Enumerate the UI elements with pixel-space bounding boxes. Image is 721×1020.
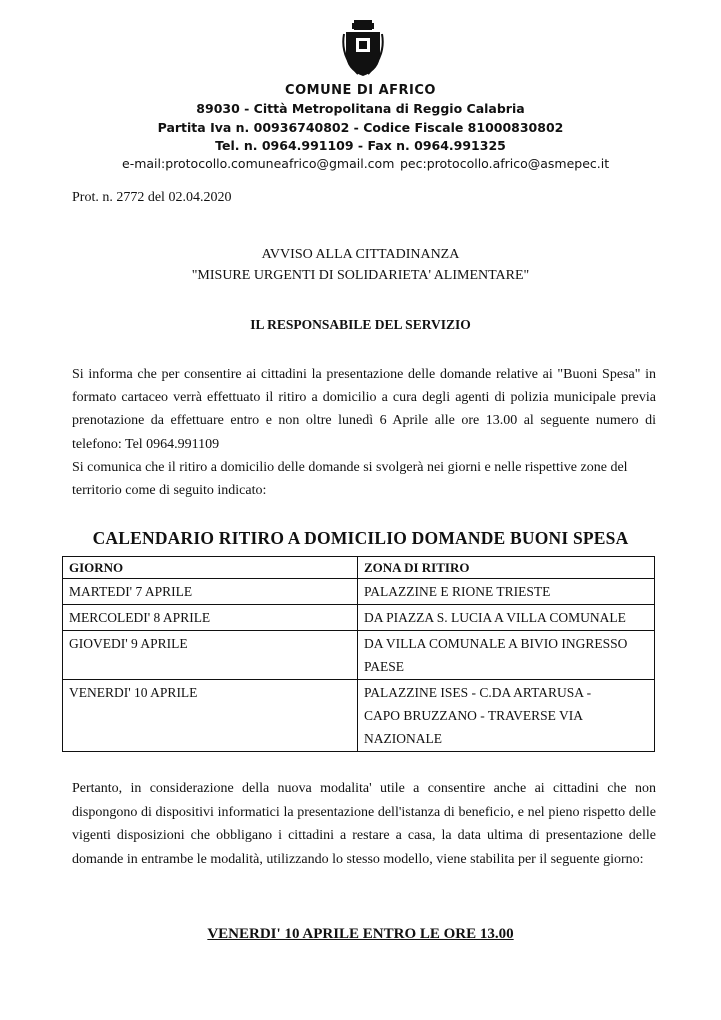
notice-subtitle: "MISURE URGENTI DI SOLIDARIETA' ALIMENTARE": [191, 268, 530, 283]
zone-cell: DA PIAZZA S. LUCIA A VILLA COMUNALE: [358, 605, 655, 631]
day-cell: MERCOLEDI' 8 APRILE: [63, 605, 358, 631]
zone-cell: PALAZZINE ISES - C.DA ARTARUSA - CAPO BRUZZANO - TRAVERSE VIA NAZIONALE: [358, 680, 655, 752]
intro-text: [72, 363, 656, 502]
table-row: [63, 680, 655, 752]
deadline-notice: VENERDI' 10 APRILE ENTRO LE ORE 13.00: [207, 926, 514, 942]
day-cell: VENERDI' 10 APRILE: [63, 680, 358, 752]
column-header-zone: ZONA DI RITIRO: [358, 557, 655, 579]
pec-link[interactable]: pec:protocollo.africo@asmepec.it: [400, 156, 610, 171]
responsible-heading: IL RESPONSABILE DEL SERVIZIO: [250, 317, 471, 332]
table-row: [63, 605, 655, 631]
pickup-schedule-table: [62, 556, 655, 752]
municipality-address: 89030 - Città Metropolitana di Reggio Calabria: [196, 101, 525, 116]
day-cell: MARTEDI' 7 APRILE: [63, 579, 358, 605]
conclusion-paragraph: Pertanto, in considerazione della nuova modalita' utile a consentire anche ai cittadini che non dispongono di dispositivi informatici la presentazione dell'istanza di beneficio, e nel pieno rispetto delle vigenti disposizioni che obbligano i cittadini a restare a casa, la data ultima di presentazione delle domande in entrambe le modalità, utilizzando lo stesso modello, viene stabilita per il seguente giorno:: [72, 781, 656, 867]
contact-emails: [122, 156, 610, 171]
zone-cell: PALAZZINE E RIONE TRIESTE: [358, 579, 655, 605]
municipality-name: COMUNE DI AFRICO: [285, 83, 436, 98]
day-cell: GIOVEDI' 9 APRILE: [63, 631, 358, 680]
column-header-day: GIORNO: [63, 557, 358, 579]
notice-title: AVVISO ALLA CITTADINANZA: [261, 247, 460, 262]
protocol-number: Prot. n. 2772 del 02.04.2020: [72, 190, 232, 205]
table-row: [63, 631, 655, 680]
intro-paragraph: Si informa che per consentire ai cittadini la presentazione delle domande relative ai "Buoni Spesa" in formato cartaceo verrà effettuato il ritiro a domicilio a cura degli agenti di polizia municipale previa prenotazione da effettuare entro e non oltre lunedì 6 Aprile alle ore 13.00 al seguente numero di telefono: Tel 0964.991109: [72, 367, 656, 452]
municipal-crest-icon: [340, 20, 386, 78]
zone-cell: DA VILLA COMUNALE A BIVIO INGRESSO PAESE: [358, 631, 655, 680]
table-header-row: [63, 557, 655, 579]
phone-fax: Tel. n. 0964.991109 - Fax n. 0964.991325: [215, 138, 506, 153]
table-row: [63, 579, 655, 605]
calendar-title: CALENDARIO RITIRO A DOMICILIO DOMANDE BUONI SPESA: [92, 528, 629, 548]
email-link[interactable]: e-mail:protocollo.comuneafrico@gmail.com: [122, 156, 395, 171]
schedule-intro-paragraph: Si comunica che il ritiro a domicilio delle domande si svolgerà nei giorni e nelle rispettive zone del territorio come di seguito indicato:: [72, 459, 628, 499]
fiscal-codes: Partita Iva n. 00936740802 - Codice Fiscale 81000830802: [157, 120, 564, 135]
